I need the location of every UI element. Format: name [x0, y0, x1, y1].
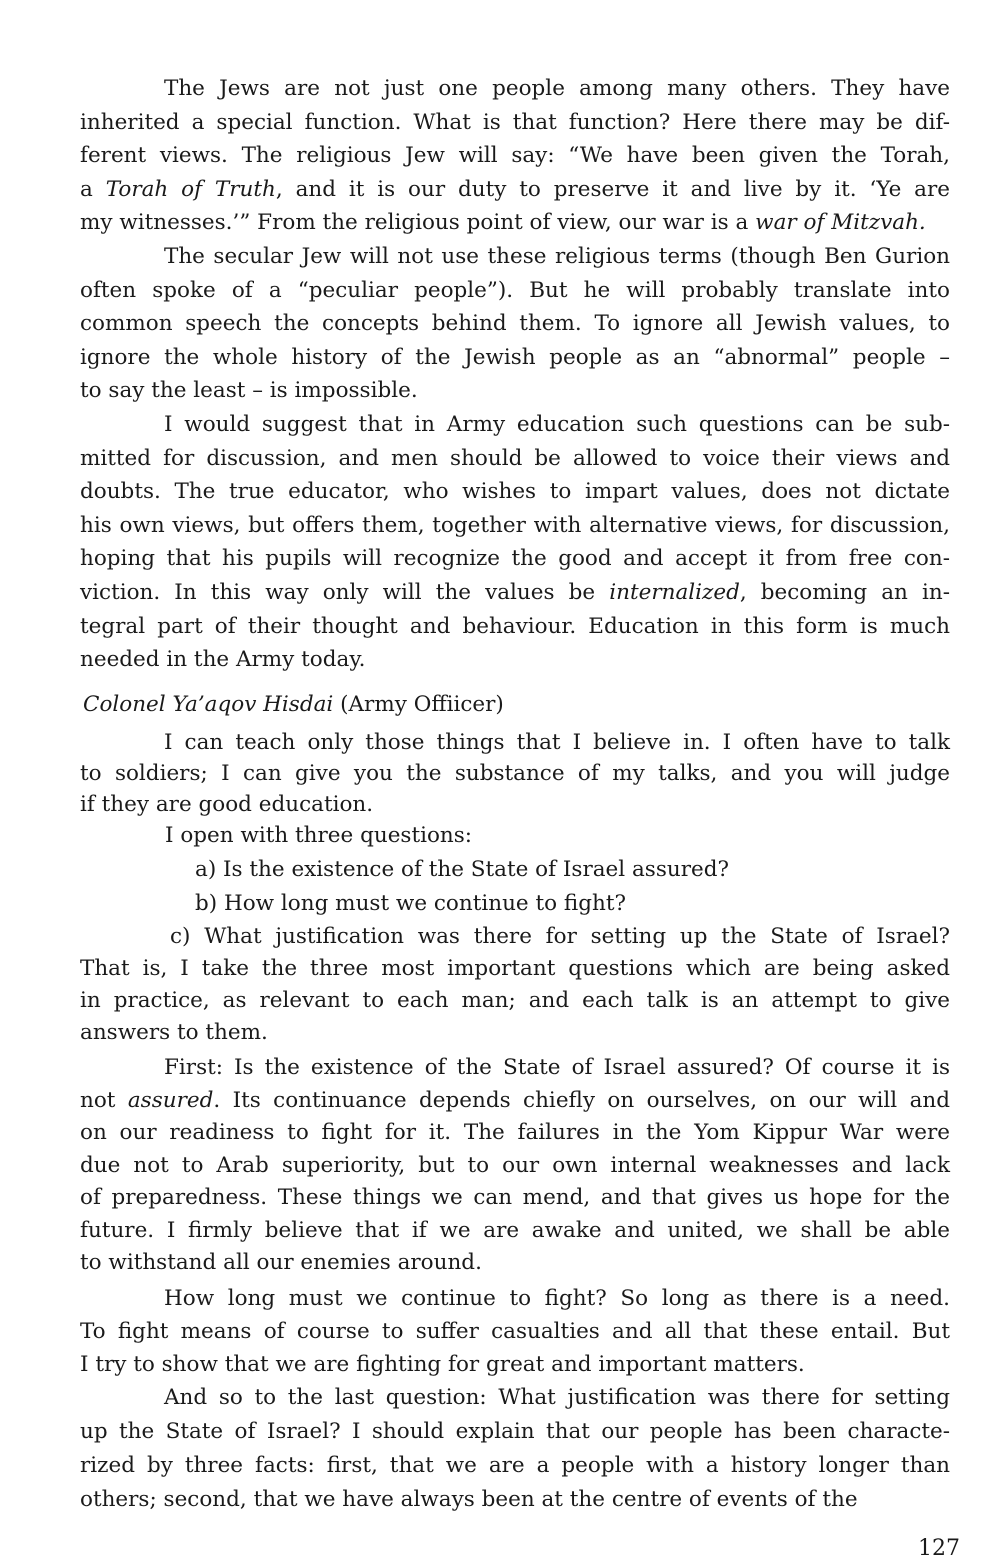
text-line: The secular Jew will not use these religious terms (though Ben Gurion	[164, 244, 950, 269]
text-line: I try to show that we are fighting for great and important matters.	[80, 1352, 805, 1377]
text-line: hoping that his pupils will recognize the good and accept it from free con-	[80, 546, 950, 572]
text-line: c) What justification was there for setting up the State of Israel?	[170, 924, 950, 949]
paragraph-last-question	[80, 1381, 950, 1517]
paragraph-jewish-function	[80, 72, 950, 240]
emphasis: Torah of Truth	[105, 176, 276, 202]
text-line: future. I firmly believe that if we are awake and united, we shall be able	[80, 1217, 950, 1243]
paragraph-secular-jew	[80, 240, 950, 408]
text-line: my witnesses.’” From the religious point of view, our war is a war of Mitzvah.	[80, 210, 926, 236]
text-line: of preparedness. These things we can mend, and that gives us hope for the	[80, 1185, 950, 1210]
text-line: answers to them.	[80, 1020, 268, 1045]
text-line: doubts. The true educator, who wishes to impart values, does not dictate	[80, 479, 950, 505]
paragraph-question-c	[80, 921, 950, 1049]
text-line: common speech the concepts behind them. To ignore all Jewish values, to	[80, 311, 950, 337]
question-b: b) How long must we continue to fight?	[195, 891, 627, 916]
text-line: ferent views. The religious Jew will say: “We have been given the Torah,	[80, 143, 950, 169]
speaker-attribution	[83, 690, 504, 720]
paragraph-how-long	[80, 1282, 950, 1381]
text-line: if they are good education.	[80, 792, 374, 817]
text-line: his own views, but offers them, together with alternative views, for discussion,	[80, 512, 950, 538]
text-line: viction. In this way only will the values be internalized, becoming an in-	[80, 579, 950, 605]
text-line: to say the least – is impossible.	[80, 378, 418, 404]
text-line: The Jews are not just one people among many others. They have	[164, 76, 950, 101]
text-line: tegral part of their thought and behaviour. Education in this form is much	[80, 613, 950, 639]
speaker-name: Colonel Ya’aqov Hisdai	[83, 692, 334, 717]
text-line: needed in the Army today.	[80, 647, 366, 673]
speaker-role: (Army Offiicer)	[333, 692, 504, 717]
paragraph-teach-beliefs	[80, 727, 950, 820]
emphasis: assured	[127, 1087, 214, 1113]
text-line: And so to the last question: What justification was there for setting	[164, 1385, 950, 1410]
text-line: I can teach only those things that I believe in. I often have to talk	[164, 730, 950, 755]
text-line: to soldiers; I can give you the substance of my talks, and you will judge	[80, 761, 950, 786]
text-line: a Torah of Truth, and it is our duty to preserve it and live by it. ‘Ye are	[80, 176, 950, 202]
text-line: mitted for discussion, and men should be allowed to voice their views and	[80, 445, 950, 471]
text-line: To fight means of course to suffer casualties and all that these entail. But	[80, 1319, 950, 1344]
text-line: How long must we continue to fight? So long as there is a need.	[164, 1286, 950, 1311]
text-line: due not to Arab superiority, but to our own internal weaknesses and lack	[80, 1152, 950, 1178]
text-line: inherited a special function. What is that function? Here there may be dif-	[80, 109, 950, 135]
text-line: others; second, that we have always been at the centre of events of the	[80, 1487, 858, 1512]
paragraph-army-education	[80, 408, 950, 677]
questions-intro: I open with three questions:	[165, 823, 473, 848]
text-line: up the State of Israel? I should explain that our people has been characte-	[80, 1419, 950, 1444]
question-a: a) Is the existence of the State of Israel assured?	[195, 857, 729, 882]
paragraph-first-answer	[80, 1052, 950, 1280]
text-line: on our readiness to fight for it. The failures in the Yom Kippur War were	[80, 1120, 950, 1145]
text-line: not assured. Its continuance depends chiefly on ourselves, on our will and	[80, 1087, 950, 1113]
emphasis: internalized	[609, 579, 740, 605]
text-line: in practice, as relevant to each man; and each talk is an attempt to give	[80, 988, 950, 1013]
text-line: often spoke of a “peculiar people”). But he will probably translate into	[80, 277, 950, 303]
emphasis: war of Mitzvah.	[755, 210, 926, 236]
text-line: ignore the whole history of the Jewish people as an “abnormal” people –	[80, 344, 950, 370]
text-line: to withstand all our enemies around.	[80, 1250, 482, 1275]
text-line: First: Is the existence of the State of Israel assured? Of course it is	[164, 1055, 950, 1080]
text-line: rized by three facts: first, that we are a people with a history longer than	[80, 1453, 950, 1478]
text-line: That is, I take the three most important questions which are being asked	[80, 956, 950, 981]
text-line: I would suggest that in Army education such questions can be sub-	[164, 412, 950, 437]
page-number: 127	[918, 1536, 960, 1561]
